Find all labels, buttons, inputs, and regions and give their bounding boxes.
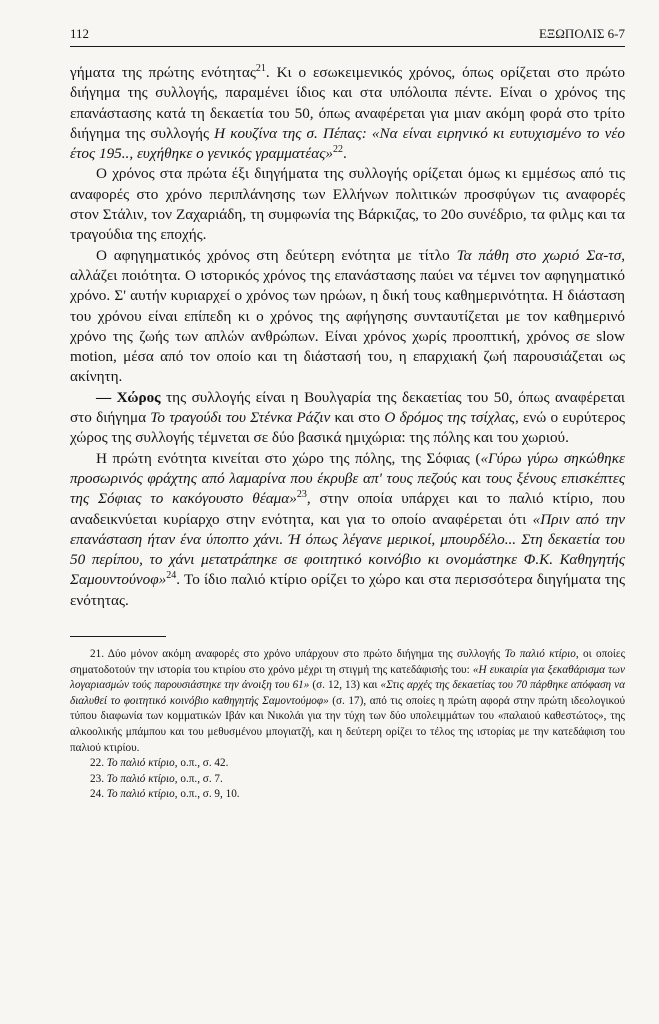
footnotes	[70, 647, 625, 803]
page-number: 112	[70, 26, 90, 41]
book-page	[70, 26, 625, 803]
paragraph-4: — Χώρος της συλλογής είναι η Βουλγαρία της δεκαετίας του 50, όπως αναφέρεται στο διήγημα Το τραγούδι του Στένκα Ράζιν και στο Ο δρόμος της τσίχλας, ενώ ο ευρύτερος χώρος της συλλογής τέμνεται σε δύο βασικά ημιχώρια: της πόλης και του χωριού.	[70, 388, 626, 447]
section-title: Τα πάθη στο χωριό Σα-τσ	[456, 246, 622, 264]
footnote-23: 23. Το παλιό κτίριο, ο.π., σ. 7.	[90, 772, 223, 785]
main-text	[70, 63, 625, 611]
story-title: Το τραγούδι του Στένκα Ράζιν	[150, 409, 331, 427]
quote: «Γύρω γύρω σηκώθηκε προσωρινός φράχτης από λαμαρίνα που έκρυβε απ' τους πεζούς και τους ξένους επισκέπτες της Σόφιας το κακόγουστο θέαμα»	[70, 449, 625, 508]
footnote-ref-21: 21	[255, 63, 266, 74]
story-title: Ο δρόμος της τσίχλας	[384, 409, 516, 427]
running-header	[70, 26, 625, 47]
quote: «Να είναι ειρηνικό κι ευτυχισμένο το νέο έτος 195.., ευχήθηκε ο γενικός γραμματέας»	[70, 124, 625, 163]
footnote-ref-23: 23	[296, 489, 307, 501]
running-title: ΕΞΩΠΟΛΙΣ 6-7	[538, 26, 625, 41]
paragraph-5: Η πρώτη ενότητα κινείται στο χώρο της πόλης, της Σόφιας («Γύρω γύρω σηκώθηκε προσωρινός φράχτης από λαμαρίνα που έκρυβε απ' τους πεζούς και τους ξένους επισκέπτες της Σόφιας το κακόγουστο θέαμα»$^{23}$, στην οποία υπάρχει και το παλιό κτίριο, που αναδεικνύεται κυρίαρχο στην ενότητα, και για το οποίο αναφέρεται ότι «Πριν από την επανάσταση ήταν ένα ύποπτο χάνι. Ή όπως λέγανε μερικοί, μπουρδέλο... Στη δεκαετία του 50 περίπου, το χάνι μετατράπηκε σε φοιτητικό κοινόβιο κι ονομάστηκε Φ.Κ. Καθηγητής Σαμουντούνοφ»$^{24}$. Το ίδιο παλιό κτίριο ορίζει το χώρο και στα περισσότερα διηγήματα της ενότητας.	[70, 449, 625, 609]
paragraph-1: γήματα της πρώτης ενότητας$^{21}$. Κι ο εσωκειμενικός χρόνος, όπως ορίζεται στο πρώτο διήγημα της συλλογής, παραμένει ίδιος και στα υπόλοιπα πέντε. Είναι ο χρόνος της επανάστασης κατά τη δεκαετία του 50, όπως αναφέρεται για μιαν ακόμη φορά στο τρίτο διήγημα της συλλογής Η κουζίνα της σ. Πέπας: «Να είναι ειρηνικό κι ευτυχισμένο το νέο έτος 195.., ευχήθηκε ο γενικός γραμματέας»$^{22}$.	[70, 63, 625, 163]
paragraph-2: Ο χρόνος στα πρώτα έξι διηγήματα της συλλογής ορίζεται όμως κι εμμέσως από τις αναφορές στο χρόνο περιπλάνησης των Ελλήνων πολιτικών προσφύγων τις αναφορές στον Στάλιν, τον Ζαχαριάδη, τη συμφωνία της Βάρκιζας, το 20ο συνέδριο, τα φιλμς και τα τραγούδια της εποχής.	[70, 165, 625, 244]
footnote-24: 24. Το παλιό κτίριο, ο.π., σ. 9, 10.	[90, 788, 240, 801]
footnote-separator	[70, 636, 166, 637]
footnote-ref-24: 24	[166, 570, 177, 582]
footnote-21: 21. Δύο μόνον ακόμη αναφορές στο χρόνο υπάρχουν στο πρώτο διήγημα της συλλογής Το παλιό κτίριο, οι οποίες σηματοδοτούν την ιστορία του κτιρίου στο χρόνο μέχρι τη στιγμή της κατεδάφισής του: «Η ευκαιρία για ξεκαθάρισμα των λογαριασμών τούς παρουσιάστηκε την άνοιξη του 61» (σ. 12, 13) και «Στις αρχές της δεκαετίας του 70 πάρθηκε απόφαση να διαλυθεί το φοιτητικό κοινόβιο καθηγητής Σαμοντούμοφ» (σ. 17), από τις οποίες η πρώτη αφορά στην πρώτη ιδεολογικού τύπου διαφωνία των κομματικών Ιβάν και Νικολάι για την τύχη των δύο υπολειμμάτων του «παλαιού καθεστώτος», της αλκοολικής μπάμπου και του μεθυσμένου μπογιατζή, και η δεύτερη ορίζει το τέλος της ιστορίας με την κατεδάφιση του παλιού κτιρίου.	[70, 648, 626, 754]
paragraph-3: Ο αφηγηματικός χρόνος στη δεύτερη ενότητα με τίτλο Τα πάθη στο χωριό Σα-τσ, αλλάζει ποιότητα. Ο ιστορικός χρόνος της επανάστασης παύει να τέμνει τον αφηγηματικό χρόνο. Σ' αυτήν κυριαρχεί ο χρόνος των ηρώων, η δική τους καθημερινότητα. Η διάσταση του χρόνου είναι επίπεδη κι ο χρόνος της αφήγησης συνταυτίζεται με τον καθημερινό χρόνο της ζωής των απλών ανθρώπων. Είναι χρόνος χωρίς προοπτική, χρόνος σε slow motion, μέσα από τον οποίο και τη διάστασή του, η επαρχιακή ζωή παρουσιάζεται ως ακίνητη.	[70, 246, 625, 386]
footnote-22: 22. Το παλιό κτίριο, ο.π., σ. 42.	[90, 757, 229, 770]
book-title: Η κουζίνα της σ. Πέπας	[214, 124, 362, 142]
quote: «Πριν από την επανάσταση ήταν ένα ύποπτο χάνι. Ή όπως λέγανε μερικοί, μπουρδέλο... Στη δεκαετία του 50 περίπου, το χάνι μετατράπηκε σε φοιτητικό κοινόβιο κι ονομάστηκε Φ.Κ. Καθηγητής Σαμουντούνοφ»	[70, 510, 625, 589]
footnote-ref-22: 22	[332, 144, 343, 156]
section-keyword: — Χώρος	[96, 388, 161, 406]
